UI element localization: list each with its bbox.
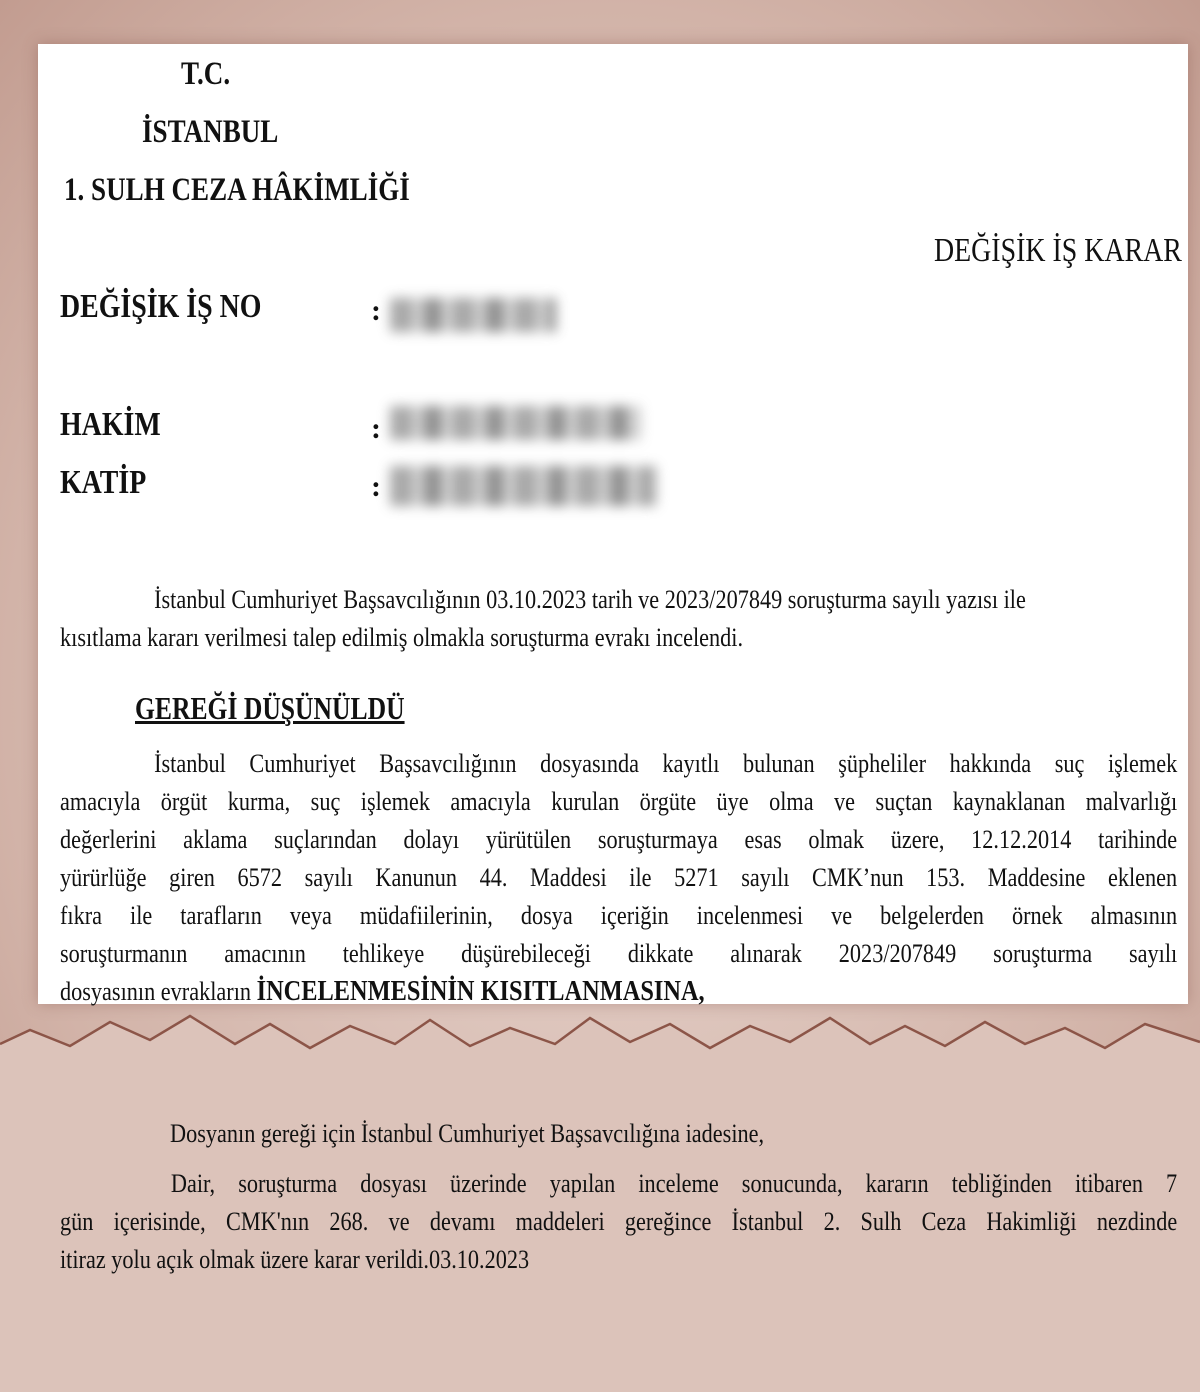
decision-line-4: yürürlüğe giren 6572 sayılı Kanunun 44. Maddesi ile 5271 sayılı CMK’nun 153. Maddesine eklenen	[60, 862, 1178, 892]
header-city: İSTANBUL	[142, 114, 279, 150]
redacted-katip	[390, 466, 656, 506]
decision-line-7-prefix: dosyasının evrakların	[60, 976, 257, 1006]
redacted-hakim	[390, 406, 640, 440]
decision-line-1: İstanbul Cumhuriyet Başsavcılığının dosyasında kayıtlı bulunan şüpheliler hakkında suç işlemek	[154, 748, 1178, 778]
decision-paragraph	[60, 744, 1177, 1010]
intro-line-1: İstanbul Cumhuriyet Başsavcılığının 03.10.2023 tarih ve 2023/207849 soruşturma sayılı yazısı ile	[154, 584, 1026, 614]
katip-label: KATİP	[60, 464, 147, 501]
decision-line-2: amacıyla örgüt kurma, suç işlemek amacıyla kurulan örgüte üye olma ve suçtan kaynaklanan malvarlığı	[60, 786, 1178, 816]
intro-paragraph	[60, 580, 1177, 656]
closing-line-1: Dair, soruşturma dosyası üzerinde yapılan inceleme sonucunda, kararın tebliğinden itibaren 7	[170, 1168, 1178, 1198]
is-no-label: DEĞİŞİK İŞ NO	[60, 288, 262, 325]
closing-line-2: gün içerisinde, CMK'nın 268. ve devamı maddeleri gereğince İstanbul 2. Sulh Ceza Hakimliği nezdinde	[60, 1206, 1178, 1236]
document-type: DEĞİŞİK İŞ KARAR	[934, 232, 1182, 269]
section-heading: GEREĞİ DÜŞÜNÜLDÜ	[135, 690, 405, 726]
decision-line-6: soruşturmanın amacının tehlikeye düşürebileceği dikkate alınarak 2023/207849 soruşturma sayılı	[60, 938, 1178, 968]
hakim-colon: :	[371, 412, 381, 445]
decision-line-7	[60, 972, 1177, 1010]
redacted-is-no	[390, 298, 556, 332]
intro-line-2: kısıtlama kararı verilmesi talep edilmiş olmakla soruşturma evrakı incelendi.	[60, 622, 744, 652]
closing-paragraph	[60, 1164, 1177, 1278]
is-no-colon: :	[371, 294, 381, 327]
return-line: Dosyanın gereği için İstanbul Cumhuriyet Başsavcılığına iadesine,	[170, 1118, 765, 1148]
header-tc: T.C.	[181, 56, 231, 92]
decision-line-3: değerlerini aklama suçlarından dolayı yürütülen soruşturmaya esas olmak üzere, 12.12.2014 tarihinde	[60, 824, 1178, 854]
court-decision-document	[38, 44, 1188, 1274]
decision-ruling-bold: İNCELENMESİNİN KISITLANMASINA,	[256, 975, 705, 1007]
closing-line-3: itiraz yolu açık olmak üzere karar verildi.03.10.2023	[60, 1244, 530, 1274]
katip-colon: :	[371, 470, 381, 503]
decision-line-5: fıkra ile tarafların veya müdafiilerinin, dosya içeriğin incelenmesi ve belgelerden örnek almasının	[60, 900, 1178, 930]
header-court: 1. SULH CEZA HÂKİMLİĞİ	[64, 172, 410, 208]
hakim-label: HAKİM	[60, 406, 161, 443]
